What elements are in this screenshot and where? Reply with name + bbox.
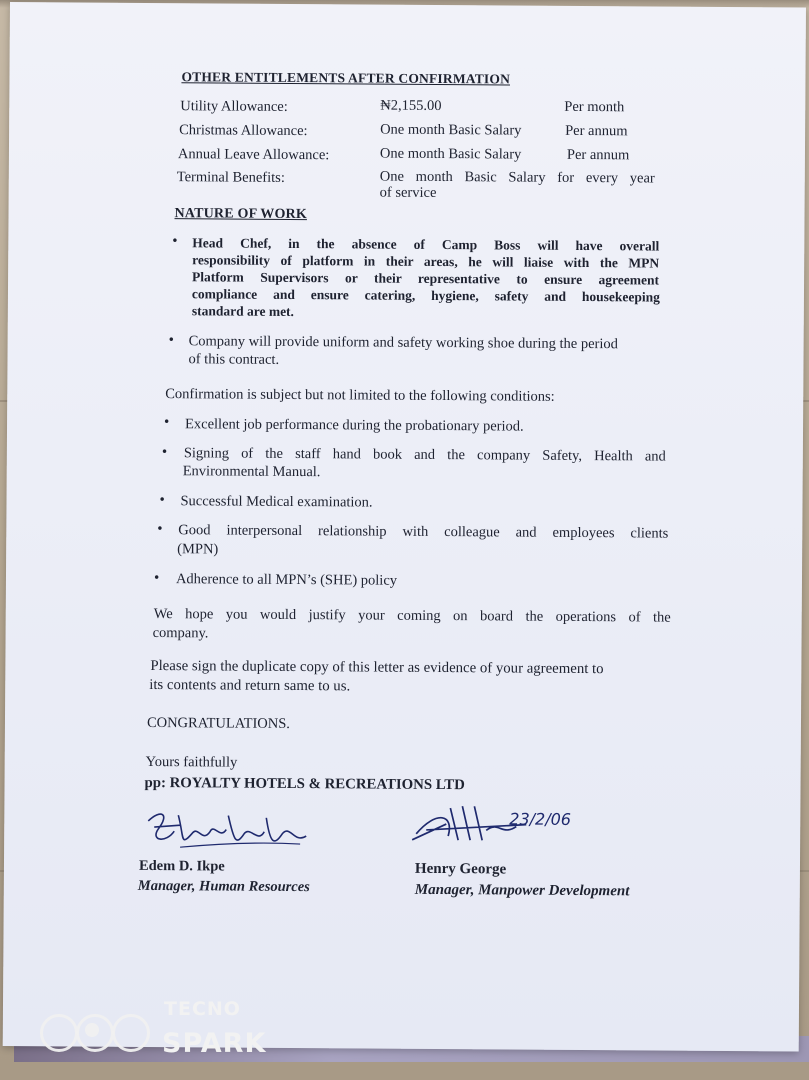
- work-bullet-line: responsibility of platform in their areas, he will liaise with the MPN: [192, 252, 660, 271]
- pp-company: [144, 775, 464, 794]
- entitlement-label: Christmas Allowance:: [179, 122, 308, 140]
- condition-line: Signing of the staff hand book and the company Safety, Health and: [183, 445, 666, 465]
- entitlements-heading: OTHER ENTITLEMENTS AFTER CONFIRMATION: [181, 69, 511, 87]
- entitlement-amount: One month Basic Salary for every year: [379, 168, 655, 187]
- entitlement-label: Utility Allowance:: [180, 98, 288, 115]
- signatory-title: Manager, Human Resources: [137, 877, 310, 896]
- work-bullet-line: Company will provide uniform and safety working shoe during the period: [188, 333, 618, 353]
- condition-line: Adherence to all MPN’s (SHE) policy: [175, 571, 398, 589]
- condition-line: Excellent job performance during the probationary period.: [185, 416, 524, 435]
- work-bullet-line: of this contract.: [188, 351, 280, 368]
- watermark-model: SPARK: [162, 1028, 267, 1059]
- work-bullet-line: standard are met.: [191, 303, 295, 319]
- bullet-dot: •: [153, 570, 160, 587]
- bullet-dot: •: [168, 332, 174, 349]
- pp-label: pp:: [144, 774, 166, 792]
- congratulations: CONGRATULATIONS.: [146, 714, 291, 732]
- entitlement-amount-continued: of service: [379, 184, 437, 201]
- handwritten-date: 23/2/06: [509, 809, 572, 829]
- condition-line: Environmental Manual.: [182, 463, 321, 481]
- entitlement-period: Per month: [564, 98, 625, 116]
- letter-page: [3, 2, 806, 1052]
- signatory-name: Henry George: [414, 860, 507, 878]
- condition-line: Successful Medical examination.: [180, 493, 373, 511]
- closing-hope-line: company.: [152, 625, 209, 642]
- bullet-dot: •: [161, 444, 168, 461]
- entitlement-label: Annual Leave Allowance:: [177, 146, 330, 164]
- yours-faithfully: Yours faithfully: [145, 753, 238, 771]
- company-name: ROYALTY HOTELS & RECREATIONS LTD: [169, 775, 465, 794]
- bullet-dot: •: [157, 521, 163, 538]
- work-bullet-line: Platform Supervisors or their representative to ensure agreement: [192, 269, 660, 288]
- watermark-brand: TECNO: [164, 998, 241, 1020]
- bullet-dot: •: [159, 492, 165, 509]
- entitlement-amount: One month Basic Salary: [379, 145, 522, 163]
- camera-ring-icon: [112, 1014, 150, 1052]
- work-bullet-line: Head Chef, in the absence of Camp Boss will have overall: [192, 235, 660, 254]
- camera-dot-icon: [85, 1023, 99, 1037]
- entitlement-amount: One month Basic Salary: [380, 121, 522, 139]
- entitlement-period: Per annum: [566, 146, 630, 164]
- bullet-dot: •: [172, 233, 178, 250]
- signatory-title: Manager, Manpower Development: [414, 881, 630, 900]
- camera-ring-icon: [40, 1014, 78, 1052]
- closing-sign-line: Please sign the duplicate copy of this letter as evidence of your agreement to: [150, 657, 604, 678]
- entitlement-label: Terminal Benefits:: [176, 169, 285, 186]
- conditions-intro: Confirmation is subject but not limited to the following conditions:: [165, 386, 555, 405]
- signatory-name: Edem D. Ikpe: [138, 857, 225, 875]
- entitlement-amount: ₦2,155.00: [380, 97, 442, 115]
- nature-of-work-heading: NATURE OF WORK: [174, 206, 308, 223]
- closing-sign-line: its contents and return same to us.: [149, 676, 351, 695]
- entitlement-period: Per annum: [565, 122, 628, 140]
- work-bullet-line: compliance and ensure catering, hygiene, safety and housekeeping: [191, 286, 661, 305]
- closing-hope-line: We hope you would justify your coming on board the operations of the: [153, 606, 671, 626]
- condition-line: Good interpersonal relationship with colleague and employees clients: [178, 522, 669, 542]
- condition-line: (MPN): [177, 541, 219, 558]
- bullet-dot: •: [164, 414, 170, 431]
